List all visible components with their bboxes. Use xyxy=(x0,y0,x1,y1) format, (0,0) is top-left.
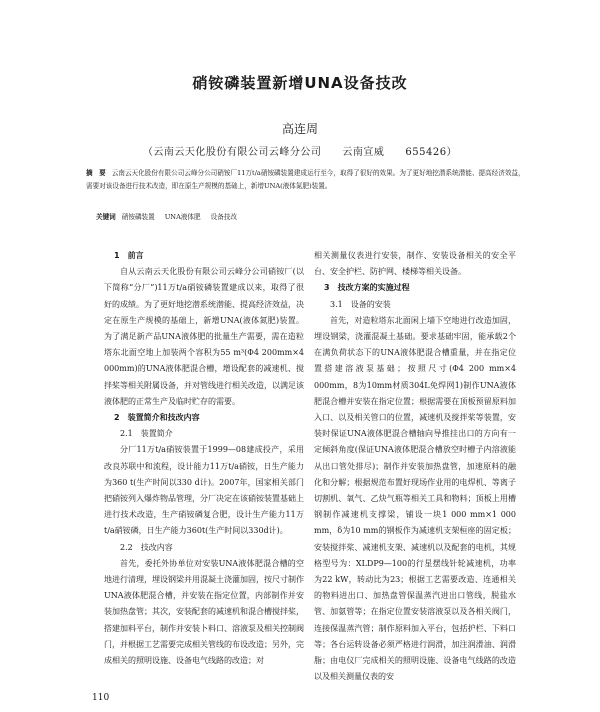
left-column xyxy=(104,248,304,669)
keywords-label: 关键词 xyxy=(96,213,116,221)
keyword-item: 硝铵磷装置 xyxy=(121,213,155,221)
body-paragraph: 自从云南云天化股份有限公司云峰分公司硝铵厂(以下简称“分厂”)11万t/a硝铵磷装置建成以来，取得了很好的成绩。为了更好地挖潜系统潜能、提高经济效益，决定在原生产规模的基础上，新增UNA(液体氮肥)装置。为了满足新产品UNA液体肥的批量生产需要，需在造粒塔东北面空地上加装两个容积为55 m³(Φ4 200mm×4 000mm)的UNA液体肥混合槽，增设配套的减速机、搅拌桨等相关附属设备，并对管线进行相关改造，以满足该液体肥的正常生产及临时贮存的需要。 xyxy=(104,267,304,406)
body-paragraph: 首先，对造粒塔东北面闲上墙下空地进行改造加固，埋设钢梁，浇灌混凝土基础。要求基础牢固，能承载2个在满负荷状态下的UNA液体肥混合槽重量，并在指定位置搭建溶液泵基础；按照尺寸(Φ4 200 mm×4 000mm，8为10mm材质304L免焊网1)制作UNA液体肥混合槽并安装在指定位置；根据需要在顶板预留原料加入口、以及相关管口的位置，减速机及搅拌桨等装置，安装时保证UNA液体肥混合槽轴向导推挂出口的方向有一定倾斜角度(保证UNA液体肥混合槽放空时槽子内溶液能从出口管处排尽)；制作并安装加热盘管，加速原料的融化和分解；根据规范布置好现场作业用的电焊机、等离子切割机、氧气、乙炔气瓶等相关工具和物料；顶板上用槽钢制作减速机支撑梁，铺设一块1 000 mm×1 000 mm，δ为10 mm的钢板作为减速机支架桓座的固定板；安装搅拌桨、减速机支架、减速机以及配套的电机，其规格型号为：XLDP9—100的行星摆线针轮减速机，功率为22 kW，转动比为23；根据工艺需要改造、连通相关的物料进出口、加热盘管保温蒸汽进出口管线，脱盐水管、加氨管等；在指定位置安装溶液泵以及各相关阀门，连接保温蒸汽管；制作原料加入平台，包括护栏、下料口等；各台运转设备必须严格进行润滑，加注润滑油、润滑脂；由电仪厂完成相关的照明设施、设备电气线路的改造以及相关测量仪表的安 xyxy=(314,315,516,682)
page-number: 110 xyxy=(92,693,110,703)
section-heading: 1 前言 xyxy=(114,251,144,260)
right-column xyxy=(314,248,516,685)
abstract-label: 摘 要 xyxy=(86,169,106,177)
body-paragraph: 分厂11万t/a硝铵装置于1999—08建成投产，采用改良苏联中和流程，设计能力11万t/a硝铵，日生产能力为360 t(生产时间以330 d计)。2007年，国家相关部门把硝铵列入爆炸物品管理，分厂决定在该硝铵装置基础上进行技术改造，生产硝铵磷复合肥，设计生产能力11万t/a硝铵磷，日生产能力360t(生产时间以330d计)。 xyxy=(104,445,304,536)
paper-title: 硝铵磷装置新增UNA设备技改 xyxy=(192,74,408,92)
author-name: 高连周 xyxy=(281,122,318,136)
abstract xyxy=(86,167,526,193)
subsection-heading: 2.1 装置简介 xyxy=(120,429,173,439)
subsection-heading: 3.1 设备的安装 xyxy=(330,299,391,309)
section-heading: 2 装置简介和技改内容 xyxy=(114,413,200,423)
body-paragraph: 相关测量仪表进行安装，制作、安装设备相关的安全平台、安全护栏、防护网、楼梯等相关设备。 xyxy=(314,251,516,277)
subsection-heading: 2.2 技改内容 xyxy=(120,542,173,552)
abstract-text: 云南云天化股份有限公司云峰分公司硝铵厂11万t/a硝铵磷装置建成运行至今，取得了很好的效果。为了更好地挖潜系统潜能、提高经济效益，需要对该设备进行技术改造，即在原生产规模的基础上，新增UNA(液体氮肥)装置。 xyxy=(86,169,525,190)
keyword-item: 设备技改 xyxy=(210,213,237,221)
author-affiliation: （云南云天化股份有限公司云峰分公司 云南宣威 655426） xyxy=(142,147,458,158)
keywords xyxy=(96,211,516,223)
section-heading: 3 技改方案的实施过程 xyxy=(324,283,410,293)
body-paragraph: 首先，委托外协单位对安装UNA液体肥混合槽的空地进行清理，埋设钢梁并用混凝土浇灌加固，按尺寸制作UNA液体肥混合槽，并安装在指定位置，内部制作并安装加热盘管；其次，安装配套的减速机和混合槽搅拌桨，搭建加料平台，制作并安装卜料口、溶液泵及相关控制阀门，并根据工艺需要完成相关管线的布设改造；另外，完成相关的照明设施、设备电气线路的改造；对 xyxy=(104,558,304,666)
keyword-item: UNA液体肥 xyxy=(164,213,201,221)
